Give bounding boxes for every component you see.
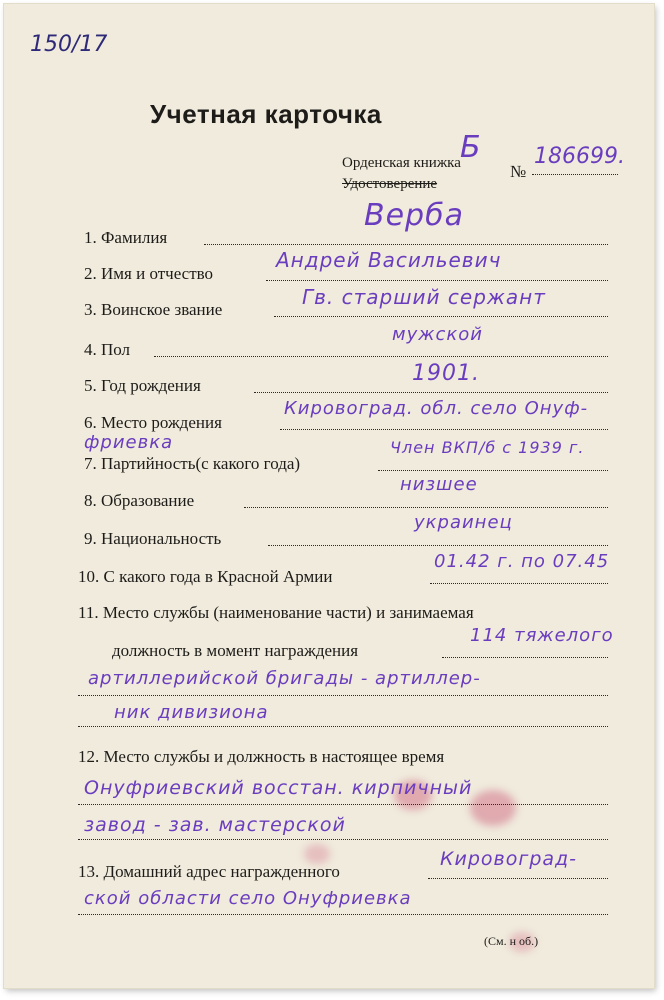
dotted-line bbox=[442, 657, 608, 658]
field-value-unit-line3: ник дивизиона bbox=[114, 702, 269, 723]
field-value-sex: мужской bbox=[392, 324, 483, 345]
field-label-army-since: 10. С какого года в Красной Армии bbox=[78, 567, 333, 586]
field-value-home-address: Кировоград- bbox=[440, 848, 578, 870]
dotted-line bbox=[430, 583, 608, 584]
field-label-home-address: 13. Домашний адрес награжденного bbox=[78, 862, 340, 881]
field-value-birthplace: Кировоград. обл. село Онуф- bbox=[284, 398, 589, 419]
field-value-army-since: 01.42 г. по 07.45 bbox=[434, 551, 610, 572]
red-stain bbox=[304, 844, 330, 864]
dotted-line bbox=[78, 914, 608, 915]
field-value-surname: Верба bbox=[364, 198, 464, 233]
field-value-unit: 114 тяжелого bbox=[470, 625, 614, 646]
corner-note: 150/17 bbox=[30, 32, 108, 57]
dotted-line bbox=[280, 429, 608, 430]
certificate-label: Удостоверение bbox=[342, 176, 438, 192]
field-value-home-address-line2: ской области село Онуфриевка bbox=[84, 888, 412, 909]
field-label-birthplace: 6. Место рождения bbox=[84, 413, 222, 432]
field-value-current-job-line1: Онуфриевский восстан. кирпичный bbox=[84, 777, 473, 799]
registration-card bbox=[4, 4, 654, 988]
dotted-line bbox=[378, 470, 608, 471]
field-label-birth-year: 5. Год рождения bbox=[84, 376, 201, 395]
field-label-name-patronymic: 2. Имя и отчество bbox=[84, 264, 214, 283]
field-label-unit-cont: должность в момент награждения bbox=[112, 641, 359, 660]
dotted-line bbox=[244, 507, 608, 508]
number-value: 186699. bbox=[534, 144, 625, 169]
field-value-rank: Гв. старший сержант bbox=[302, 285, 546, 309]
dotted-line bbox=[428, 878, 608, 879]
field-value-name-patronymic: Андрей Васильевич bbox=[276, 248, 502, 272]
dotted-line bbox=[266, 280, 608, 281]
dotted-line bbox=[78, 726, 608, 727]
red-stain bbox=[470, 790, 516, 826]
dotted-line bbox=[268, 545, 608, 546]
field-label-nationality: 9. Национальность bbox=[84, 529, 222, 548]
field-value-current-job-line2: завод - зав. мастерской bbox=[84, 814, 346, 836]
field-label-education: 8. Образование bbox=[84, 491, 195, 510]
dotted-line bbox=[204, 244, 608, 245]
series-mark: Б bbox=[460, 130, 481, 165]
footer-note: (См. н об.) bbox=[484, 934, 539, 948]
field-label-unit: 11. Место службы (наименование части) и занимаемая bbox=[78, 603, 474, 622]
field-value-party: Член ВКП/б с 1939 г. bbox=[390, 438, 585, 457]
field-label-rank: 3. Воинское звание bbox=[84, 300, 223, 319]
field-label-sex: 4. Пол bbox=[84, 340, 131, 359]
field-label-surname: 1. Фамилия bbox=[84, 228, 168, 247]
card-title: Учетная карточка bbox=[150, 99, 382, 129]
dotted-line bbox=[78, 804, 608, 805]
dotted-line bbox=[78, 839, 608, 840]
number-sign: № bbox=[510, 162, 527, 181]
number-dotted-line bbox=[532, 174, 618, 175]
dotted-line bbox=[274, 316, 608, 317]
field-value-birth-year: 1901. bbox=[412, 361, 480, 386]
field-label-party: 7. Партийность(с какого года) bbox=[84, 454, 301, 473]
dotted-line bbox=[254, 392, 608, 393]
field-value-birthplace-cont: фриевка bbox=[84, 432, 174, 453]
field-value-unit-line2: артиллерийской бригады - артиллер- bbox=[88, 668, 481, 689]
field-value-education: низшее bbox=[400, 474, 478, 495]
order-book-label: Орденская книжка bbox=[342, 155, 461, 171]
field-label-current-job: 12. Место службы и должность в настоящее время bbox=[78, 747, 445, 766]
dotted-line bbox=[78, 695, 608, 696]
dotted-line bbox=[154, 356, 608, 357]
field-value-nationality: украинец bbox=[414, 512, 513, 533]
